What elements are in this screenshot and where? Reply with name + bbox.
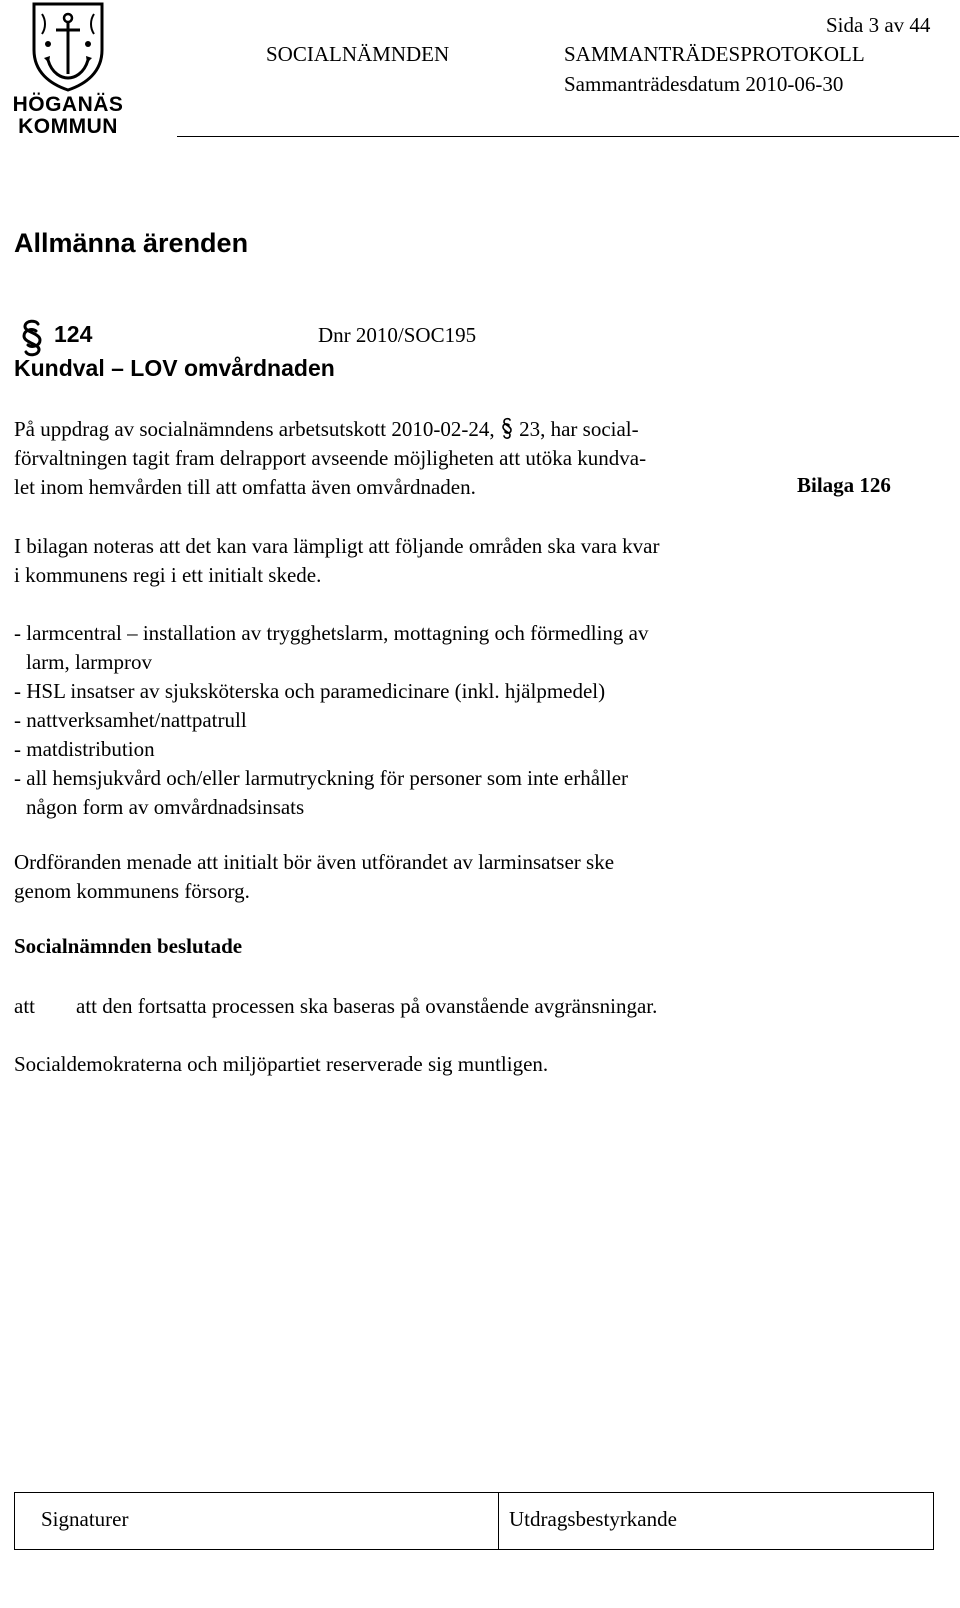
signature-table xyxy=(14,1492,934,1550)
decision-text: att den fortsatta processen ska baseras på ovanstående avgränsningar. xyxy=(76,994,658,1018)
paragraph-2-line: I bilagan noteras att det kan vara lämpligt att följande områden ska vara kvar xyxy=(14,534,660,558)
paragraph-3 xyxy=(14,848,614,906)
certified-extract-label: Utdragsbestyrkande xyxy=(509,1507,677,1531)
list-item-continuation: larm, larmprov xyxy=(26,650,152,674)
section-sign-icon xyxy=(14,318,50,358)
attachment-reference: Bilaga 126 xyxy=(797,473,891,497)
paragraph-2 xyxy=(14,532,660,590)
decision-heading: Socialnämnden beslutade xyxy=(14,934,243,958)
list-item: - matdistribution xyxy=(14,737,155,761)
section-sign-icon xyxy=(500,417,514,441)
section-heading: Allmänna ärenden xyxy=(14,228,249,258)
signature-table-divider xyxy=(498,1493,499,1549)
logo-text-line2: KOMMUN xyxy=(18,115,118,138)
logo-text-line1: HÖGANÄS xyxy=(12,93,124,116)
paragraph-2-line: i kommunens regi i ett initialt skede. xyxy=(14,563,322,587)
header-divider xyxy=(177,136,959,137)
paragraph-1-text-start: På uppdrag av socialnämndens arbetsutskott 2010-02-24, xyxy=(14,417,500,441)
paragraph-3-line: Ordföranden menade att initialt bör även utförandet av larminsatser ske xyxy=(14,850,615,874)
paragraph-1-line-3: let inom hemvården till att omfatta även omvårdnaden. xyxy=(14,475,476,499)
list-item: - all hemsjukvård och/eller larmutryckning för personer som inte erhåller xyxy=(14,766,629,790)
committee-name: SOCIALNÄMNDEN xyxy=(266,42,450,66)
paragraph-1-line-1 xyxy=(14,415,639,444)
signatures-label: Signaturer xyxy=(41,1507,129,1531)
service-areas-list xyxy=(14,619,649,822)
list-item: - nattverksamhet/nattpatrull xyxy=(14,708,247,732)
paragraph-1-text-end: 23, har social- xyxy=(513,417,639,441)
list-item: - HSL insatser av sjuksköterska och paramedicinare (inkl. hjälpmedel) xyxy=(14,679,606,703)
paragraph-4: Socialdemokraterna och miljöpartiet reserverade sig muntligen. xyxy=(14,1052,549,1076)
item-title: Kundval – LOV omvårdnaden xyxy=(14,355,335,381)
municipality-logo xyxy=(12,0,124,140)
meeting-date: Sammanträdesdatum 2010-06-30 xyxy=(564,72,844,96)
list-item: - larmcentral – installation av trygghetslarm, mottagning och förmedling av xyxy=(14,621,649,645)
diary-number: Dnr 2010/SOC195 xyxy=(318,323,477,347)
hoganas-coat-of-arms-icon xyxy=(12,0,124,92)
page-number: Sida 3 av 44 xyxy=(826,13,931,37)
decision-key: att xyxy=(14,994,35,1018)
item-number: 124 xyxy=(54,321,93,347)
protocol-title: SAMMANTRÄDESPROTOKOLL xyxy=(564,42,865,66)
paragraph-1-line-2: förvaltningen tagit fram delrapport avseende möjligheten att utöka kundva- xyxy=(14,446,647,470)
paragraph-3-line: genom kommunens försorg. xyxy=(14,879,250,903)
list-item-continuation: någon form av omvårdnadsinsats xyxy=(26,795,305,819)
